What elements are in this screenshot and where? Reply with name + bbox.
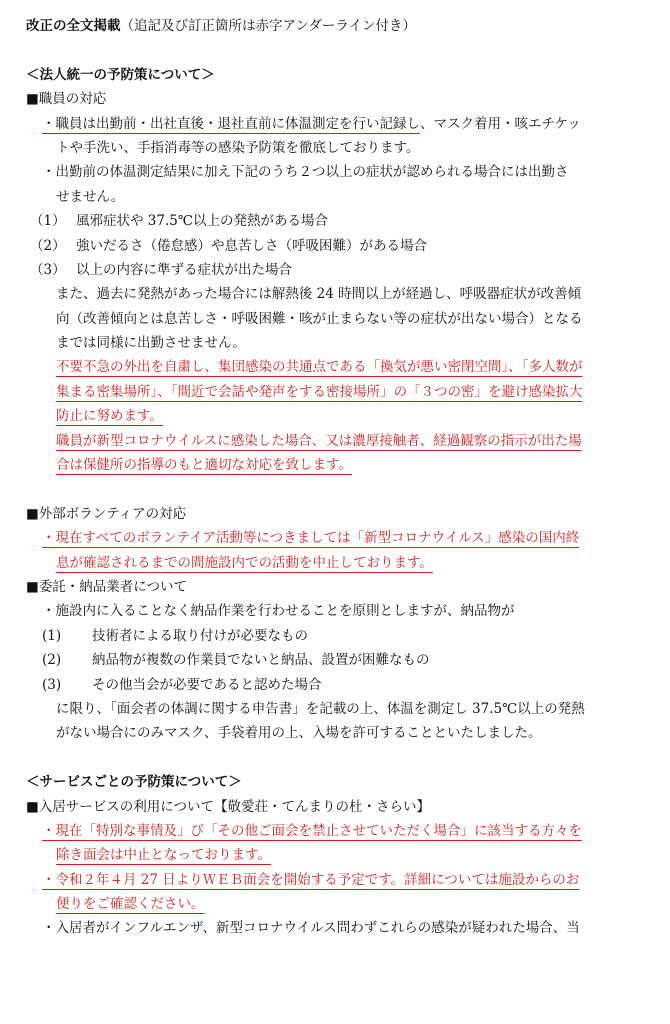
spacer (26, 746, 644, 770)
document-title: 改正の全文掲載 (26, 18, 121, 34)
resident-infection-line1: ・入居者がインフルエンザ、新型コロナウイルス問わずこれらの感染が疑われた場合、当 (42, 920, 580, 937)
vendor-item-1: (1) 技術者による取り付けが必要なもの (42, 627, 308, 644)
subheading-vendors: ■委託・納品業者について (26, 578, 187, 595)
visits-suspended-line2: 除き面会は中止となっております。 (56, 847, 271, 864)
three-cs-line1: 不要不急の外出を自粛し、集団感染の共通点である「換気が悪い密閉空間」、「多人数が (56, 359, 583, 376)
volunteer-line1: ・現在すべてのボランテイア活動等につきましては「新型コロナウイルス」感染の国内終 (42, 530, 580, 547)
staff-bullet1-line1: ・職員は出勤前・出社直後・退社直前に体温測定を行い記録し、マスク着用・咳エチケッ (42, 115, 581, 132)
infection-response-line2: 合は保健所の指導のもと適切な対応を致します。 (56, 457, 352, 474)
vendor-item-3: (3) その他当会が必要であると認めた場合 (42, 676, 322, 693)
document-title-line (26, 14, 644, 38)
vendor-item-2: (2) 納品物が複数の作業員でないと納品、設置が困難なもの (42, 652, 430, 669)
spacer (26, 477, 644, 501)
staff-bullet2-line1: ・出勤前の体温測定結果に加え下記のうち２つ以上の症状が認められる場合には出勤さ (42, 164, 569, 181)
symptom-item-3: （3） 以上の内容に準ずる症状が出た場合 (30, 261, 292, 278)
vendors-intro: ・施設内に入ることなく納品作業を行わせることを原則としますが、納品物が (42, 603, 515, 620)
staff-bullet1-highlight: ・職員は出勤前・出社直後・退社直前に体温測定を行い記録し (42, 115, 420, 132)
staff-bullet1-line2: トや手洗い、手指消毒等の感染予防策を徹底しております。 (56, 139, 420, 156)
three-cs-line3: 防止に努めます。 (56, 408, 163, 425)
subheading-residential: ■入居サービスの利用について【敬愛荘・てんまりの杜・さらい】 (26, 798, 430, 815)
vendors-paragraph-line1: に限り、「面会者の体調に関する申告書」を記載の上、体温を測定し 37.5℃以上の発熱 (56, 700, 585, 717)
fever-paragraph-line2: 向（改善傾向とは息苦しさ・呼吸困難・咳が止まらない等の症状が出ない場合）となる (56, 310, 583, 327)
symptom-item-1: （1） 風邪症状や 37.5℃以上の発熱がある場合 (30, 213, 328, 230)
spacer (26, 38, 644, 62)
web-visits-line1: ・令和２年４月 27 日よりＷＥＢ面会を開始する予定です。詳細については施設からのお (42, 871, 580, 888)
vendors-paragraph-line2: がない場合にのみマスク、手袋着用の上、入場を許可することといたしました。 (56, 725, 542, 742)
symptom-item-2: （2） 強いだるさ（倦怠感）や息苦しさ（呼吸困難）がある場合 (30, 237, 427, 254)
fever-paragraph-line3: までは同様に出勤させません。 (56, 335, 246, 352)
staff-bullet2-line2: せません。 (56, 188, 125, 205)
document-title-note: （追記及び訂正箇所は赤字アンダーライン付き） (120, 18, 417, 34)
volunteer-line2: 息が確認されるまでの間施設内での活動を中止しております。 (56, 554, 433, 571)
visits-suspended-line1: ・現在「特別な事情及」び「その他ご面会を禁止させていただく場合」に該当する方々を (42, 822, 582, 839)
subheading-staff: ■職員の対応 (26, 91, 107, 108)
fever-paragraph-line1: また、過去に発熱があった場合には解熱後 24 時間以上が経過し、呼吸器症状が改善傾 (56, 286, 582, 303)
section-heading-services: ＜サービスごとの予防策について＞ (26, 774, 242, 791)
three-cs-line2: 集まる密集場所」、「間近で会話や発声をする密接場所」の「３つの密」を避け感染拡大 (56, 383, 583, 400)
infection-response-line1: 職員が新型コロナウイルスに感染した場合、又は濃厚接触者、経過観察の指示が出た場 (56, 432, 582, 449)
web-visits-line2: 便りをご確認ください。 (56, 896, 205, 913)
section-heading-corporate: ＜法人統一の予防策について＞ (26, 66, 215, 83)
subheading-volunteer: ■外部ボランティアの対応 (26, 505, 187, 522)
